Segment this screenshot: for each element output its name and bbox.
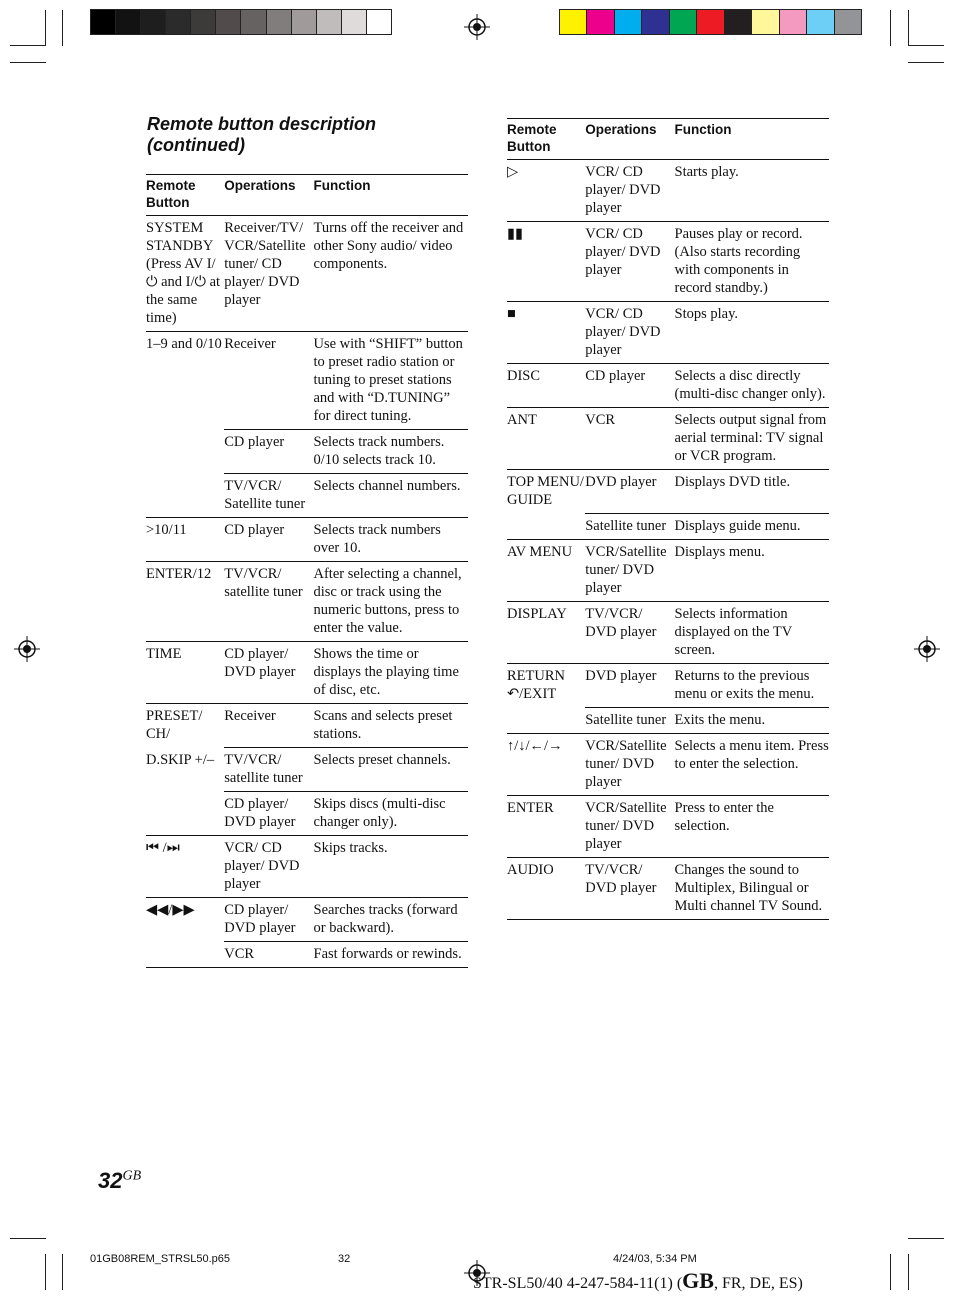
remote-button-name xyxy=(146,898,224,942)
operations-cell: CD player xyxy=(224,522,285,538)
footer-page: 32 xyxy=(338,1253,351,1265)
remote-button-name xyxy=(146,642,224,704)
operations-cell: Satellite tuner xyxy=(585,513,674,539)
operations-cell: VCR xyxy=(224,942,313,968)
remote-button-name xyxy=(507,733,585,795)
table-row xyxy=(507,733,829,795)
function-cell: Shows the time or displays the playing time of disc, etc. xyxy=(313,646,459,698)
function-cell: After selecting a channel, disc or track using the numeric buttons, press to enter the value. xyxy=(313,566,462,636)
button-group xyxy=(507,302,829,364)
function-cell: Skips discs (multi-disc changer only). xyxy=(314,792,469,836)
button-group xyxy=(146,704,468,836)
remote-button-name xyxy=(146,836,224,898)
function-cell: Selects track numbers over 10. xyxy=(313,522,441,556)
remote-button-name xyxy=(507,707,585,733)
operations-cell: CD player/ DVD player xyxy=(224,646,296,680)
heading-line-2: (continued) xyxy=(147,135,245,155)
page-number xyxy=(98,1168,141,1194)
remote-button-name xyxy=(146,430,224,474)
color-swatch xyxy=(560,10,587,34)
operations-cell: Receiver xyxy=(224,708,276,724)
function-cell: Scans and selects preset stations. xyxy=(313,708,453,742)
footer-date: 4/24/03, 5:34 PM xyxy=(613,1253,697,1265)
button-group xyxy=(146,332,468,518)
button-label: TIME xyxy=(146,646,182,662)
button-label: DISPLAY xyxy=(507,605,567,622)
crop-mark xyxy=(908,62,944,63)
registration-mark-icon xyxy=(464,14,490,40)
button-group xyxy=(507,857,829,919)
button-group xyxy=(507,733,829,795)
header-operations: Operations xyxy=(585,122,657,137)
operations-cell: VCR/ CD player/ DVD player xyxy=(585,306,661,358)
button-label: ▷ xyxy=(507,164,519,180)
remote-button-name xyxy=(507,663,585,707)
operations-cell: VCR xyxy=(585,412,616,428)
header-function: Function xyxy=(313,178,371,193)
button-group xyxy=(146,518,468,562)
button-label-secondary: D.SKIP +/– xyxy=(146,751,215,768)
table-row xyxy=(146,474,468,518)
gray-calibration-bar xyxy=(90,9,392,35)
table-row xyxy=(507,539,829,601)
page-number-value: 32 xyxy=(98,1168,123,1193)
remote-button-name xyxy=(507,601,585,663)
color-swatch xyxy=(697,10,724,34)
operations-cell: TV/VCR/ satellite tuner xyxy=(224,566,303,600)
function-cell: Pauses play or record. (Also starts recording with components in record standby.) xyxy=(674,226,803,296)
remote-button-name xyxy=(146,942,224,968)
function-cell: Stops play. xyxy=(674,306,739,322)
function-cell: Searches tracks (forward or backward). xyxy=(313,902,458,936)
button-label: ⏮ /⏭ xyxy=(146,840,180,856)
table-row xyxy=(507,364,829,408)
operations-cell: VCR/Satellite tuner/ DVD player xyxy=(585,543,667,596)
function-cell: Exits the menu. xyxy=(675,707,830,733)
button-label: >10/11 xyxy=(146,522,187,538)
table-row xyxy=(507,302,829,364)
button-label: AUDIO xyxy=(507,861,554,878)
remote-button-name xyxy=(146,748,224,792)
table-header-row xyxy=(507,119,829,160)
function-cell: Selects output signal from aerial terminal: TV signal or VCR program. xyxy=(674,412,827,464)
crop-mark xyxy=(10,1238,46,1239)
crop-mark xyxy=(908,45,944,46)
operations-cell: VCR/Satellite tuner/ DVD player xyxy=(585,737,667,790)
remote-button-name xyxy=(146,332,224,430)
button-label: ANT xyxy=(507,412,537,428)
remote-button-table-right xyxy=(507,118,829,920)
button-label: ENTER/12 xyxy=(146,566,212,582)
color-swatch xyxy=(191,10,216,34)
button-label: ↑/↓/←/→ xyxy=(507,737,563,754)
button-group xyxy=(507,364,829,408)
function-cell: Displays menu. xyxy=(674,543,765,560)
remote-button-name xyxy=(507,795,585,857)
color-swatch xyxy=(615,10,642,34)
function-cell: Selects a menu item. Press to enter the selection. xyxy=(674,737,829,772)
button-label: ▮▮ xyxy=(507,226,523,242)
button-group xyxy=(507,222,829,302)
button-label: AV MENU xyxy=(507,543,573,560)
function-cell: Displays guide menu. xyxy=(675,513,830,539)
operations-cell: VCR/ CD player/ DVD player xyxy=(585,226,661,278)
color-swatch xyxy=(752,10,779,34)
color-swatch xyxy=(216,10,241,34)
function-cell: Turns off the receiver and other Sony audio/ video components. xyxy=(313,220,464,272)
operations-cell: Satellite tuner xyxy=(585,707,674,733)
button-label: PRESET/ CH/ xyxy=(146,708,203,742)
crop-mark xyxy=(890,1254,891,1290)
crop-mark xyxy=(10,62,46,63)
remote-button-name xyxy=(507,160,585,222)
remote-button-name xyxy=(146,704,224,748)
button-group xyxy=(146,836,468,898)
operations-cell: Receiver xyxy=(224,336,276,352)
remote-button-table-left xyxy=(146,174,468,968)
table-row xyxy=(507,601,829,663)
operations-cell: VCR/ CD player/ DVD player xyxy=(224,840,300,892)
function-cell: Use with “SHIFT” button to preset radio station or tuning to preset stations and with “D.TUNING” for direct tuning. xyxy=(313,336,463,424)
table-row xyxy=(146,518,468,562)
operations-cell: CD player xyxy=(224,430,313,474)
crop-mark xyxy=(10,45,46,46)
operations-cell: VCR/Satellite tuner/ DVD player xyxy=(585,799,667,852)
table-row xyxy=(146,642,468,704)
color-swatch xyxy=(725,10,752,34)
button-label: SYSTEM STANDBY (Press AV I/⏻ and I/⏻ at the same time) xyxy=(146,220,221,326)
model-suffix: , FR, DE, ES) xyxy=(713,1275,803,1292)
crop-mark xyxy=(908,1238,944,1239)
button-label: 1–9 and 0/10 xyxy=(146,336,222,352)
table-row xyxy=(146,430,468,474)
button-group xyxy=(507,795,829,857)
button-group xyxy=(146,216,468,332)
header-remote-button: Remote Button xyxy=(146,178,196,210)
operations-cell: DVD player xyxy=(585,474,657,490)
color-swatch xyxy=(116,10,141,34)
operations-cell: CD player xyxy=(585,368,646,384)
remote-button-name xyxy=(146,792,224,836)
operations-cell: TV/VCR/ satellite tuner xyxy=(224,748,313,792)
footer-filename: 01GB08REM_STRSL50.p65 xyxy=(90,1253,231,1265)
color-calibration-bar xyxy=(559,9,862,35)
table-row xyxy=(507,707,829,733)
header-remote-button: Remote Button xyxy=(507,122,557,154)
model-lang: GB xyxy=(682,1268,714,1293)
table-row xyxy=(507,160,829,222)
function-cell: Skips tracks. xyxy=(313,840,388,856)
table-row xyxy=(146,836,468,898)
remote-button-name xyxy=(507,470,585,514)
operations-cell: CD player/ DVD player xyxy=(224,792,313,836)
button-label: RETURN ↶/EXIT xyxy=(507,667,565,702)
button-group xyxy=(507,160,829,222)
remote-button-name xyxy=(507,364,585,408)
remote-button-name xyxy=(146,518,224,562)
remote-button-name xyxy=(146,474,224,518)
color-swatch xyxy=(835,10,861,34)
operations-cell: Receiver/TV/ VCR/Satellite tuner/ CD player/ DVD player xyxy=(224,220,306,308)
crop-mark xyxy=(45,1254,46,1290)
function-cell: Selects track numbers. 0/10 selects track 10. xyxy=(314,430,469,474)
color-swatch xyxy=(317,10,342,34)
table-row xyxy=(507,408,829,470)
color-swatch xyxy=(367,10,391,34)
color-swatch xyxy=(642,10,669,34)
table-row xyxy=(507,470,829,514)
operations-cell: TV/VCR/ Satellite tuner xyxy=(224,474,313,518)
page-number-suffix: GB xyxy=(122,1168,142,1184)
crop-mark xyxy=(890,10,891,46)
crop-mark xyxy=(62,10,63,46)
function-cell: Press to enter the selection. xyxy=(674,799,774,834)
button-label: TOP MENU/ GUIDE xyxy=(507,474,584,508)
table-row xyxy=(507,222,829,302)
remote-button-name xyxy=(146,216,224,332)
operations-cell: DVD player xyxy=(585,667,657,684)
operations-cell: CD player/ DVD player xyxy=(224,902,296,936)
remote-button-name xyxy=(507,539,585,601)
color-swatch xyxy=(241,10,266,34)
function-cell: Selects preset channels. xyxy=(314,748,469,792)
button-group xyxy=(507,470,829,540)
color-swatch xyxy=(780,10,807,34)
button-group xyxy=(146,898,468,968)
button-group xyxy=(146,642,468,704)
button-group xyxy=(507,539,829,601)
color-swatch xyxy=(342,10,367,34)
table-row xyxy=(146,704,468,748)
table-row xyxy=(507,795,829,857)
operations-cell: VCR/ CD player/ DVD player xyxy=(585,164,661,216)
color-swatch xyxy=(807,10,834,34)
operations-cell: TV/VCR/ DVD player xyxy=(585,861,657,896)
button-label: DISC xyxy=(507,368,541,384)
remote-button-name xyxy=(507,408,585,470)
crop-mark xyxy=(45,10,46,46)
table-row xyxy=(146,942,468,968)
color-swatch xyxy=(292,10,317,34)
header-function: Function xyxy=(674,122,732,137)
button-group xyxy=(507,663,829,733)
table-row xyxy=(507,663,829,707)
crop-mark xyxy=(908,10,909,46)
table-row xyxy=(146,216,468,332)
footer-model xyxy=(473,1268,803,1294)
button-group xyxy=(507,408,829,470)
color-swatch xyxy=(166,10,191,34)
remote-button-name xyxy=(507,513,585,539)
function-cell: Returns to the previous menu or exits the menu. xyxy=(674,667,815,702)
remote-button-name xyxy=(507,302,585,364)
remote-button-name xyxy=(507,857,585,919)
button-label: ■ xyxy=(507,306,516,322)
function-cell: Changes the sound to Multiplex, Bilingual or Multi channel TV Sound. xyxy=(674,861,823,914)
table-row xyxy=(507,513,829,539)
button-group xyxy=(507,601,829,663)
table-row xyxy=(146,562,468,642)
crop-mark xyxy=(62,1254,63,1290)
button-label: ◀◀/▶▶ xyxy=(146,902,195,918)
function-cell: Selects channel numbers. xyxy=(314,474,469,518)
crop-mark xyxy=(908,1254,909,1290)
registration-mark-icon xyxy=(914,636,940,662)
operations-cell: TV/VCR/ DVD player xyxy=(585,605,657,640)
function-cell: Selects a disc directly (multi-disc changer only). xyxy=(674,368,826,402)
table-row xyxy=(146,332,468,430)
color-swatch xyxy=(141,10,166,34)
table-row xyxy=(146,792,468,836)
button-label: ENTER xyxy=(507,799,554,816)
remote-button-name xyxy=(146,562,224,642)
color-swatch xyxy=(670,10,697,34)
model-prefix: STR-SL50/40 4-247-584-11(1) ( xyxy=(473,1275,683,1292)
button-group xyxy=(146,562,468,642)
table-row xyxy=(146,748,468,792)
color-swatch xyxy=(267,10,292,34)
heading-line-1: Remote button description xyxy=(147,114,376,134)
header-operations: Operations xyxy=(224,178,296,193)
color-swatch xyxy=(587,10,614,34)
section-heading xyxy=(147,114,376,156)
registration-mark-icon xyxy=(14,636,40,662)
table-row xyxy=(507,857,829,919)
function-cell: Displays DVD title. xyxy=(674,474,791,490)
function-cell: Fast forwards or rewinds. xyxy=(314,942,469,968)
remote-button-name xyxy=(507,222,585,302)
color-swatch xyxy=(91,10,116,34)
function-cell: Selects information displayed on the TV screen. xyxy=(674,605,792,658)
function-cell: Starts play. xyxy=(674,164,739,180)
table-header-row xyxy=(146,175,468,216)
table-row xyxy=(146,898,468,942)
